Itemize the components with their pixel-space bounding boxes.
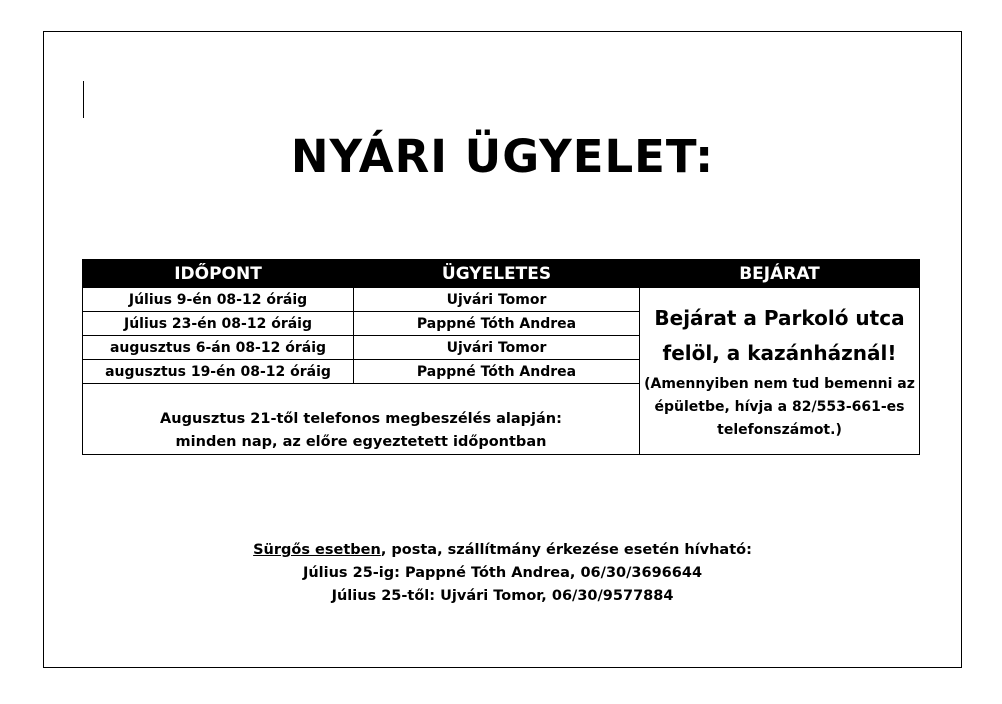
contact-line-1: Július 25-ig: Pappné Tóth Andrea, 06/30/3696644: [302, 565, 703, 581]
note-line-1: Augusztus 21-től telefonos megbeszélés alapján:: [160, 411, 562, 427]
table-row: [83, 288, 920, 312]
entrance-cell: [640, 288, 920, 455]
table-header-row: [83, 260, 920, 288]
row-person: Pappné Tóth Andrea: [354, 360, 640, 384]
row-person: Ujvári Tomor: [354, 288, 640, 312]
phone-note: [83, 408, 639, 454]
contact-line-2: Július 25-től: Ujvári Tomor, 06/30/9577884: [331, 588, 674, 604]
row-date: Július 9-én 08-12 óráig: [83, 288, 354, 312]
row-date: augusztus 6-án 08-12 óráig: [83, 336, 354, 360]
row-person: Ujvári Tomor: [354, 336, 640, 360]
row-date: Július 23-én 08-12 óráig: [83, 312, 354, 336]
urgent-text: , posta, szállítmány érkezése esetén hívható:: [380, 542, 752, 558]
urgent-label: Sürgős esetben: [253, 542, 381, 558]
urgent-contact-block: [43, 539, 962, 608]
row-person: Pappné Tóth Andrea: [354, 312, 640, 336]
schedule-table: [82, 259, 920, 455]
header-duty: ÜGYELETES: [354, 260, 640, 288]
page-title: NYÁRI ÜGYELET:: [290, 130, 715, 183]
header-entrance: BEJÁRAT: [640, 260, 920, 288]
row-date: augusztus 19-én 08-12 óráig: [83, 360, 354, 384]
urgent-line: [43, 539, 962, 562]
note-line-2: minden nap, az előre egyeztetett időpontban: [175, 434, 547, 450]
text-cursor: [83, 81, 84, 118]
header-time: IDŐPONT: [83, 260, 354, 288]
entrance-sub-text: (Amennyiben nem tud bemenni az épületbe, hívja a 82/553-661-es telefonszámot.): [644, 375, 915, 438]
note-cell: [83, 384, 640, 455]
entrance-main-text: Bejárat a Parkoló utca felöl, a kazánháznál!: [654, 305, 905, 365]
